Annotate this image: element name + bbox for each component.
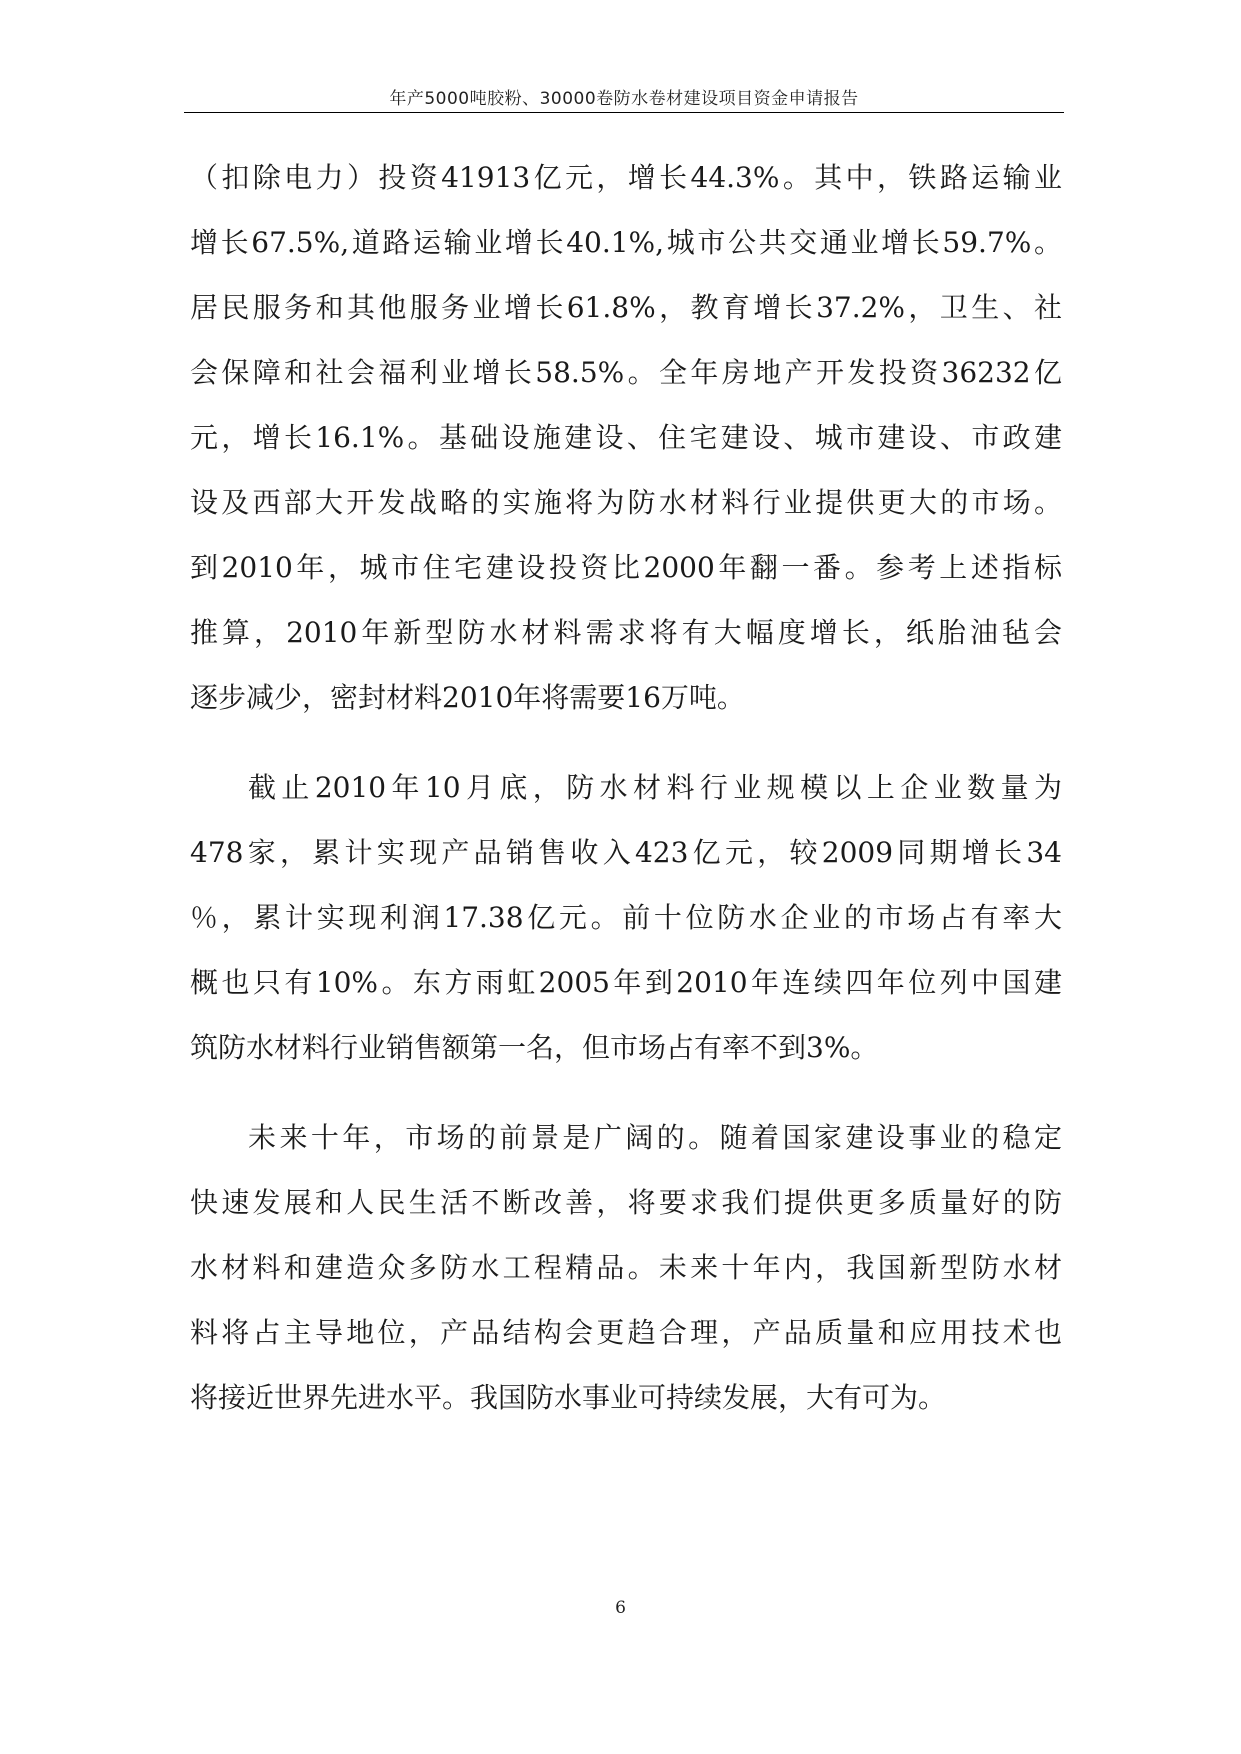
paragraph-spacer bbox=[190, 743, 1062, 768]
page-number: 6 bbox=[615, 1598, 626, 1618]
header-divider bbox=[184, 112, 1064, 113]
page-header-title: 年产5000吨胶粉、30000卷防水卷材建设项目资金申请报告 bbox=[389, 89, 859, 109]
text-line: 概也只有10%。东方雨虹2005年到2010年连续四年位列中国建 bbox=[190, 966, 1062, 999]
text-line: 居民服务和其他服务业增长61.8%，教育增长37.2%，卫生、社 bbox=[190, 291, 1062, 324]
text-line: 到2010年，城市住宅建设投资比2000年翻一番。参考上述指标 bbox=[190, 551, 1062, 584]
document-body bbox=[190, 158, 1062, 1443]
text-line: （扣除电力）投资41913亿元，增长44.3%。其中，铁路运输业 bbox=[190, 161, 1062, 194]
text-line: 将接近世界先进水平。我国防水事业可持续发展，大有可为。 bbox=[190, 1381, 947, 1414]
text-line: ％，累计实现利润17.38亿元。前十位防水企业的市场占有率大 bbox=[190, 901, 1062, 934]
text-line: 478家，累计实现产品销售收入423亿元，较2009同期增长34 bbox=[190, 836, 1062, 869]
text-line: 筑防水材料行业销售额第一名，但市场占有率不到3%。 bbox=[190, 1031, 879, 1064]
text-line: 元，增长16.1%。基础设施建设、住宅建设、城市建设、市政建 bbox=[190, 421, 1062, 454]
text-line: 逐步减少，密封材料2010年将需要16万吨。 bbox=[190, 681, 745, 714]
text-line: 会保障和社会福利业增长58.5%。全年房地产开发投资36232亿 bbox=[190, 356, 1062, 389]
text-line: 推算，2010年新型防水材料需求将有大幅度增长，纸胎油毡会 bbox=[190, 616, 1062, 649]
paragraph-1 bbox=[190, 158, 1062, 743]
paragraph-3 bbox=[190, 1118, 1062, 1443]
text-line: 未来十年，市场的前景是广阔的。随着国家建设事业的稳定 bbox=[248, 1121, 1062, 1154]
paragraph-2 bbox=[190, 768, 1062, 1093]
text-line: 快速发展和人民生活不断改善，将要求我们提供更多质量好的防 bbox=[190, 1186, 1062, 1219]
text-line: 增长67.5%,道路运输业增长40.1%,城市公共交通业增长59.7%。 bbox=[190, 226, 1062, 259]
text-line: 截止2010年10月底，防水材料行业规模以上企业数量为 bbox=[248, 771, 1062, 804]
paragraph-spacer bbox=[190, 1093, 1062, 1118]
text-line: 料将占主导地位，产品结构会更趋合理，产品质量和应用技术也 bbox=[190, 1316, 1062, 1349]
text-line: 水材料和建造众多防水工程精品。未来十年内，我国新型防水材 bbox=[190, 1251, 1062, 1284]
text-line: 设及西部大开发战略的实施将为防水材料行业提供更大的市场。 bbox=[190, 486, 1062, 519]
